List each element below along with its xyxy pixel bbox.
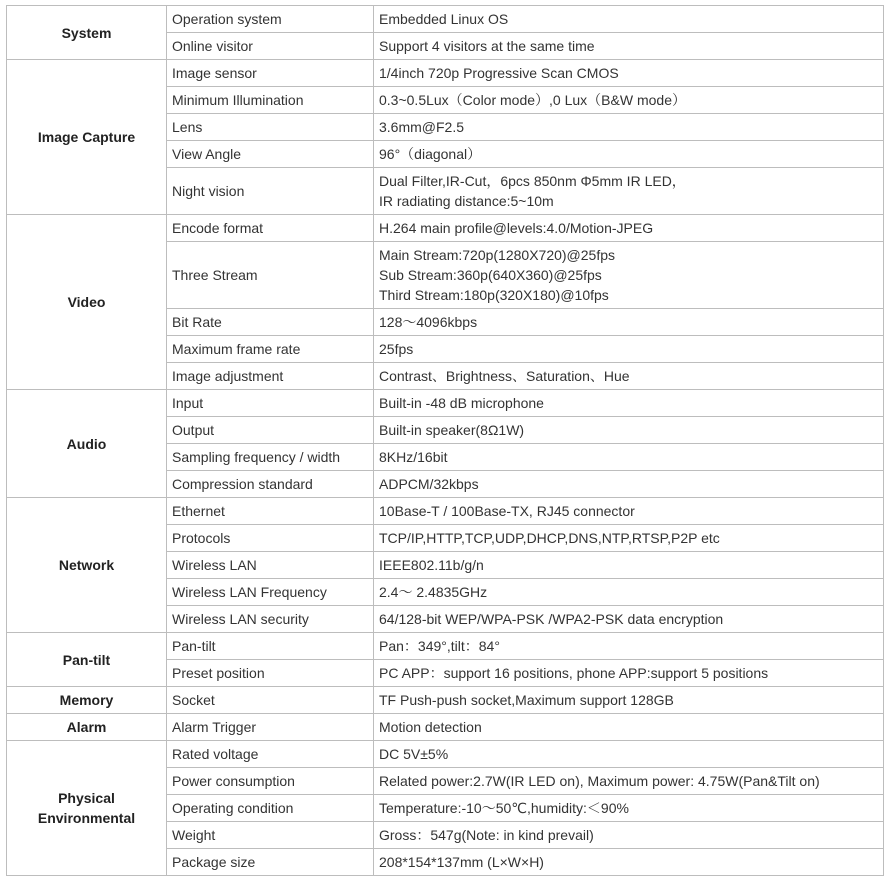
parameter-name: Package size: [167, 849, 374, 876]
parameter-name: Input: [167, 390, 374, 417]
value-line: Support 4 visitors at the same time: [379, 38, 595, 54]
parameter-value: [374, 471, 884, 498]
value-line: 3.6mm@F2.5: [379, 119, 465, 135]
parameter-name: Alarm Trigger: [167, 714, 374, 741]
group-header: Pan-tilt: [7, 633, 167, 687]
parameter-name: Weight: [167, 822, 374, 849]
parameter-value: [374, 141, 884, 168]
parameter-value: [374, 444, 884, 471]
value-line: 64/128-bit WEP/WPA-PSK /WPA2-PSK data encryption: [379, 611, 724, 627]
table-row: [7, 633, 884, 660]
parameter-name: Socket: [167, 687, 374, 714]
value-line: 2.4～ 2.4835GHz: [379, 584, 488, 600]
parameter-name: Encode format: [167, 215, 374, 242]
value-line: 0.3~0.5Lux（Color mode）,0 Lux（B&W mode）: [379, 92, 686, 108]
parameter-value: [374, 768, 884, 795]
table-row: [7, 714, 884, 741]
parameter-value: [374, 606, 884, 633]
value-line: DC 5V±5%: [379, 746, 449, 762]
table-row: [7, 687, 884, 714]
value-line: 25fps: [379, 341, 414, 357]
parameter-value: [374, 633, 884, 660]
value-line: H.264 main profile@levels:4.0/Motion-JPEG: [379, 220, 654, 236]
parameter-name: Preset position: [167, 660, 374, 687]
value-line: Built-in -48 dB microphone: [379, 395, 544, 411]
group-header: Image Capture: [7, 60, 167, 215]
value-line: 208*154*137mm (L×W×H): [379, 854, 544, 870]
value-line: Third Stream:180p(320X180)@10fps: [379, 287, 609, 303]
parameter-value: [374, 168, 884, 215]
parameter-name: Wireless LAN: [167, 552, 374, 579]
parameter-value: [374, 215, 884, 242]
value-line: Sub Stream:360p(640X360)@25fps: [379, 267, 602, 283]
spec-table-body: [7, 6, 884, 876]
parameter-value: [374, 822, 884, 849]
parameter-value: [374, 660, 884, 687]
value-line: 10Base-T / 100Base-TX, RJ45 connector: [379, 503, 635, 519]
group-header: Audio: [7, 390, 167, 498]
table-row: [7, 498, 884, 525]
parameter-name: Maximum frame rate: [167, 336, 374, 363]
parameter-value: [374, 114, 884, 141]
value-line: TCP/IP,HTTP,TCP,UDP,DHCP,DNS,NTP,RTSP,P2P etc: [379, 530, 720, 546]
group-header: Memory: [7, 687, 167, 714]
value-line: Built-in speaker(8Ω1W): [379, 422, 525, 438]
parameter-value: [374, 363, 884, 390]
parameter-value: [374, 417, 884, 444]
group-header-line: Environmental: [37, 810, 136, 826]
value-line: TF Push-push socket,Maximum support 128GB: [379, 692, 674, 708]
parameter-name: Bit Rate: [167, 309, 374, 336]
parameter-value: [374, 552, 884, 579]
parameter-value: [374, 336, 884, 363]
value-line: Embedded Linux OS: [379, 11, 509, 27]
parameter-value: [374, 390, 884, 417]
value-line: Dual Filter,IR-Cut，6pcs 850nm Φ5mm IR LED，: [379, 173, 686, 189]
parameter-value: [374, 309, 884, 336]
parameter-name: Compression standard: [167, 471, 374, 498]
parameter-value: [374, 741, 884, 768]
value-line: 8KHz/16bit: [379, 449, 448, 465]
value-line: PC APP：support 16 positions, phone APP:support 5 positions: [379, 665, 769, 681]
parameter-value: [374, 687, 884, 714]
table-row: [7, 215, 884, 242]
parameter-name: View Angle: [167, 141, 374, 168]
value-line: Contrast、Brightness、Saturation、Hue: [379, 368, 630, 384]
table-row: [7, 741, 884, 768]
parameter-name: Wireless LAN Frequency: [167, 579, 374, 606]
value-line: 128～4096kbps: [379, 314, 478, 330]
parameter-value: [374, 849, 884, 876]
parameter-value: [374, 6, 884, 33]
group-header: Video: [7, 215, 167, 390]
parameter-value: [374, 714, 884, 741]
parameter-value: [374, 33, 884, 60]
table-row: [7, 60, 884, 87]
parameter-value: [374, 795, 884, 822]
group-header-line: Physical: [58, 790, 115, 806]
value-line: ADPCM/32kbps: [379, 476, 479, 492]
parameter-name: Online visitor: [167, 33, 374, 60]
parameter-name: Image adjustment: [167, 363, 374, 390]
parameter-name: Rated voltage: [167, 741, 374, 768]
group-header: Network: [7, 498, 167, 633]
group-header: [7, 741, 167, 876]
value-line: IR radiating distance:5~10m: [379, 193, 554, 209]
parameter-name: Wireless LAN security: [167, 606, 374, 633]
parameter-name: Lens: [167, 114, 374, 141]
value-line: Main Stream:720p(1280X720)@25fps: [379, 247, 616, 263]
parameter-name: Output: [167, 417, 374, 444]
parameter-value: [374, 60, 884, 87]
value-line: 1/4inch 720p Progressive Scan CMOS: [379, 65, 619, 81]
parameter-value: [374, 525, 884, 552]
spec-table: [6, 5, 884, 876]
parameter-name: Ethernet: [167, 498, 374, 525]
table-row: [7, 6, 884, 33]
value-line: Related power:2.7W(IR LED on), Maximum power: 4.75W(Pan&Tilt on): [379, 773, 820, 789]
group-header: System: [7, 6, 167, 60]
parameter-value: [374, 579, 884, 606]
table-row: [7, 390, 884, 417]
parameter-name: Minimum Illumination: [167, 87, 374, 114]
parameter-name: Operating condition: [167, 795, 374, 822]
parameter-name: Protocols: [167, 525, 374, 552]
parameter-name: Sampling frequency / width: [167, 444, 374, 471]
parameter-name: Pan-tilt: [167, 633, 374, 660]
parameter-name: Image sensor: [167, 60, 374, 87]
parameter-value: [374, 498, 884, 525]
group-header: Alarm: [7, 714, 167, 741]
value-line: IEEE802.11b/g/n: [379, 557, 484, 573]
parameter-value: [374, 242, 884, 309]
parameter-name: Operation system: [167, 6, 374, 33]
parameter-name: Three Stream: [167, 242, 374, 309]
value-line: Motion detection: [379, 719, 482, 735]
value-line: Pan：349°,tilt：84°: [379, 638, 500, 654]
value-line: 96°（diagonal）: [379, 146, 482, 162]
parameter-name: Night vision: [167, 168, 374, 215]
parameter-name: Power consumption: [167, 768, 374, 795]
value-line: Temperature:-10～50℃,humidity:＜90%: [379, 800, 629, 816]
parameter-value: [374, 87, 884, 114]
value-line: Gross：547g(Note: in kind prevail): [379, 827, 594, 843]
